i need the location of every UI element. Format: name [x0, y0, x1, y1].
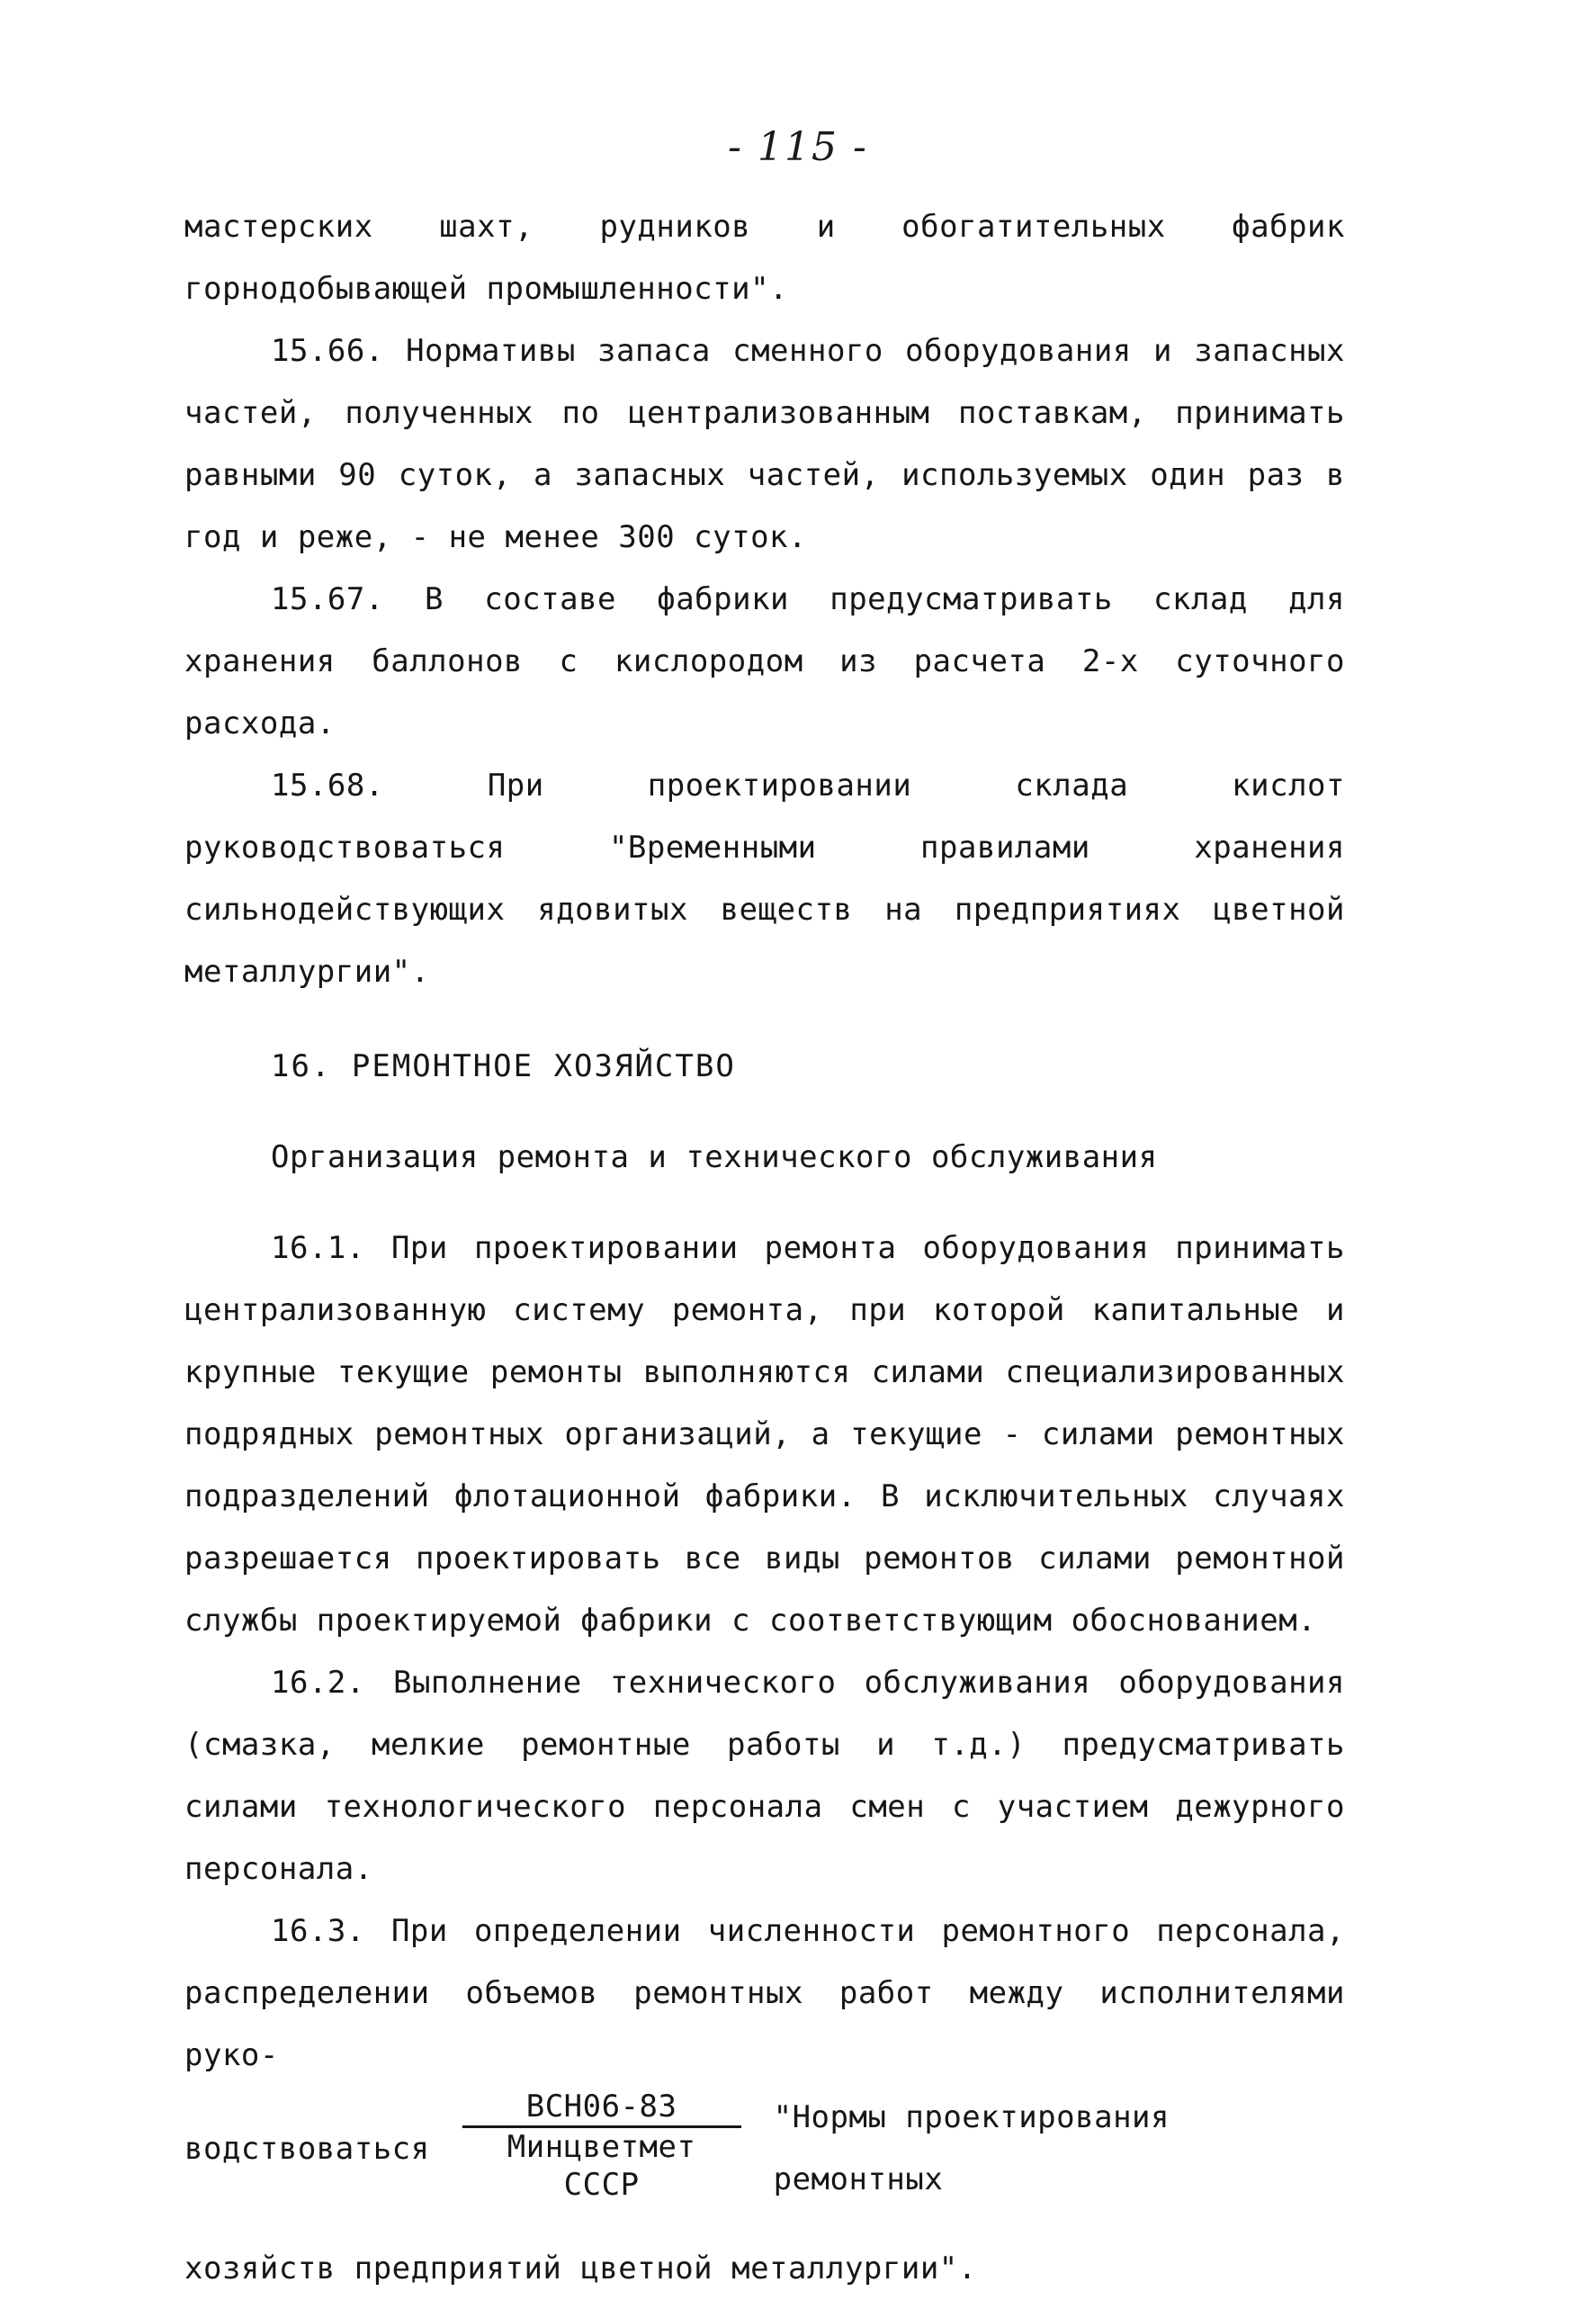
- fraction-suffix: "Нормы проектирования ремонтных: [773, 2099, 1170, 2197]
- fraction-numerator: ВСН06-83: [462, 2088, 741, 2128]
- paragraph-15-67: 15.67. В составе фабрики предусматривать склад для хранения баллонов с кислородом из расчета 2-х суточного расхода.: [184, 581, 1345, 741]
- document-body: [184, 196, 1345, 2300]
- paragraph-15-66: 15.66. Нормативы запаса сменного оборудования и запасных частей, полученных по централизованным поставкам, принимать равными 90 суток, а запасных частей, используемых один раз в год и реже, - не менее 300 суток.: [184, 333, 1345, 555]
- norm-reference-line: [184, 2087, 1345, 2211]
- paragraph-15-68: 15.68. При проектировании склада кислот руководствоваться "Временными правилами хранения сильнодействующих ядовитых веществ на предприятиях цветной металлургии".: [184, 768, 1345, 990]
- paragraph-continuation: мастерских шахт, рудников и обогатительных фабрик горнодобывающей промышленности".: [184, 209, 1345, 307]
- fraction-prefix: водствоваться: [184, 2130, 430, 2167]
- section-heading: 16. РЕМОНТНОЕ ХОЗЯЙСТВО: [271, 1048, 736, 1084]
- paragraph-16-1: 16.1. При проектировании ремонта оборудования принимать централизованную систему ремонта, при которой капитальные и крупные текущие ремонты выполняются силами специализированных подрядных ремонтных организаций, а текущие - силами ремонтных подразделений флотационной фабрики. В исключительных случаях разрешается проектировать все виды ремонтов силами ремонтной службы проектируемой фабрики с соответствующим обоснованием.: [184, 1230, 1345, 1639]
- paragraph-16-2: 16.2. Выполнение технического обслуживания оборудования (смазка, мелкие ремонтные работы и т.д.) предусматривать силами технологического персонала смен с участием дежурного персонала.: [184, 1665, 1345, 1887]
- norm-fraction: [462, 2088, 741, 2204]
- paragraph-16-3: 16.3. При определении численности ремонтного персонала, распределении объемов ремонтных работ между исполнителями руко-: [184, 1913, 1345, 2073]
- paragraph-16-3-end: хозяйств предприятий цветной металлургии".: [184, 2251, 977, 2287]
- fraction-denominator: Минцветмет СССР: [507, 2128, 696, 2203]
- subheading: Организация ремонта и технического обслуживания: [271, 1139, 1158, 1175]
- page-number: - 115 -: [728, 124, 868, 170]
